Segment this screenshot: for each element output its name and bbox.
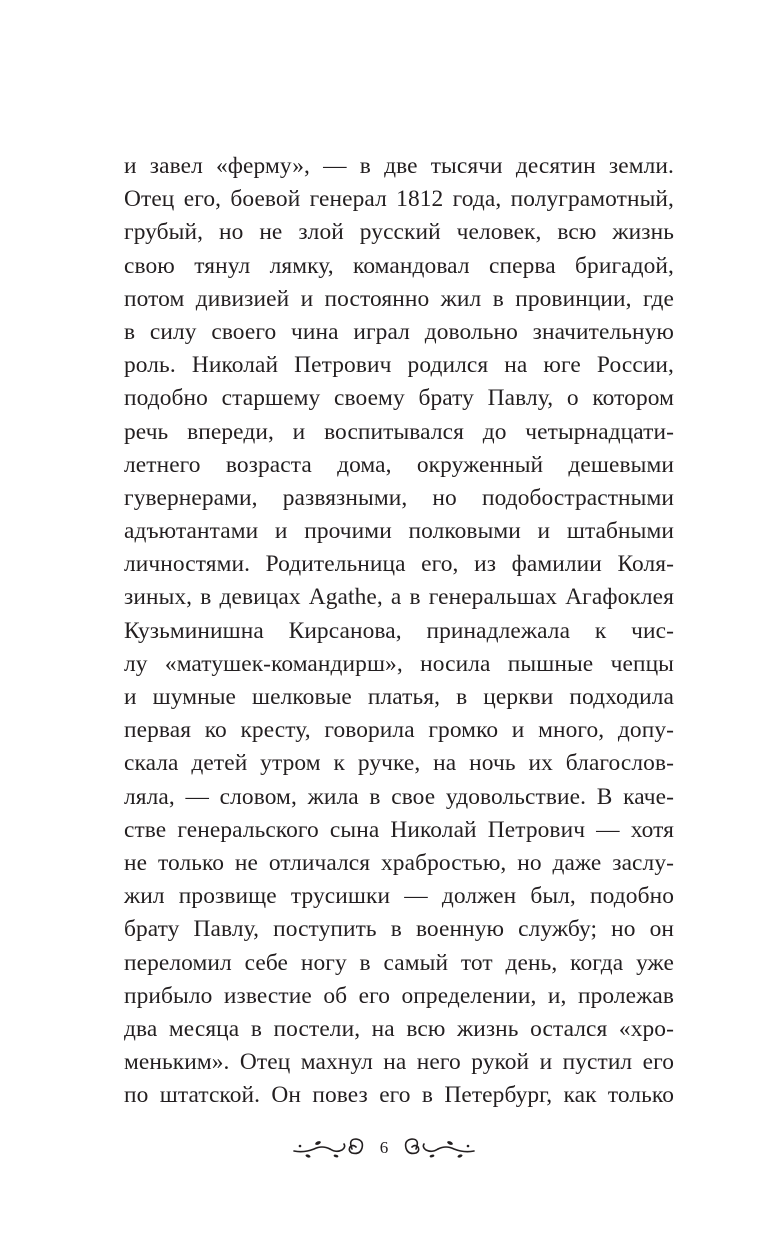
flourish-left-icon xyxy=(290,1135,370,1161)
text-line-3: грубый, но не злой русский человек, всю жизнь xyxy=(124,219,674,246)
text-line-6: в силу своего чина играл довольно значительную xyxy=(124,318,674,345)
text-line-14: зиных, в девицах Agathe, а в генеральшах Агафоклея xyxy=(124,584,674,611)
text-line-27: два месяца в постели, на всю жизнь остался «хро- xyxy=(124,1015,674,1042)
flourish-right-icon xyxy=(398,1135,478,1161)
text-line-19: скала детей утром к ручке, на ночь их благослов- xyxy=(124,750,674,777)
text-line-29: по штатской. Он повез его в Петербург, как только xyxy=(124,1082,674,1109)
text-line-15: Кузьминишна Кирсанова, принадлежала к чис- xyxy=(124,617,674,644)
body-text xyxy=(124,150,674,1112)
text-line-11: гувернерами, развязными, но подобострастными xyxy=(124,484,674,511)
text-line-4: свою тянул лямку, командовал сперва бригадой, xyxy=(124,252,674,279)
text-line-22: не только не отличался храбростью, но даже заслу- xyxy=(124,849,674,876)
text-line-9: речь впереди, и воспитывался до четырнадцати- xyxy=(124,418,674,445)
text-line-16: лу «матушек-командирш», носила пышные чепцы xyxy=(124,650,674,677)
text-line-7: роль. Николай Петрович родился на юге России, xyxy=(124,352,674,379)
text-line-18: первая ко кресту, говорила громко и много, допу- xyxy=(124,717,674,744)
text-line-26: прибыло известие об его определении, и, пролежав xyxy=(124,982,674,1009)
text-line-10: летнего возраста дома, окруженный дешевыми xyxy=(124,451,674,478)
text-line-20: ляла, — словом, жила в свое удовольствие. В каче- xyxy=(124,783,674,810)
text-line-24: брату Павлу, поступить в военную службу; но он xyxy=(124,916,674,943)
text-line-25: переломил себе ногу в самый тот день, когда уже xyxy=(124,949,674,976)
text-line-28: меньким». Отец махнул на него рукой и пустил его xyxy=(124,1049,674,1076)
text-line-21: стве генеральского сына Николай Петрович — хотя xyxy=(124,816,674,843)
text-line-12: адъютантами и прочими полковыми и штабными xyxy=(124,518,674,545)
text-line-8: подобно старшему своему брату Павлу, о котором xyxy=(124,385,674,412)
page-footer xyxy=(0,1128,768,1168)
text-line-23: жил прозвище трусишки — должен был, подобно xyxy=(124,883,674,910)
text-line-13: личностями. Родительница его, из фамилии Коля- xyxy=(124,551,674,578)
page-number: 6 xyxy=(379,1138,389,1157)
text-line-5: потом дивизией и постоянно жил в провинции, где xyxy=(124,285,674,312)
text-line-17: и шумные шелковые платья, в церкви подходила xyxy=(124,684,674,710)
text-line-1: и завел «ферму», — в две тысячи десятин земли. xyxy=(124,153,674,179)
text-line-2: Отец его, боевой генерал 1812 года, полуграмотный, xyxy=(124,186,674,213)
